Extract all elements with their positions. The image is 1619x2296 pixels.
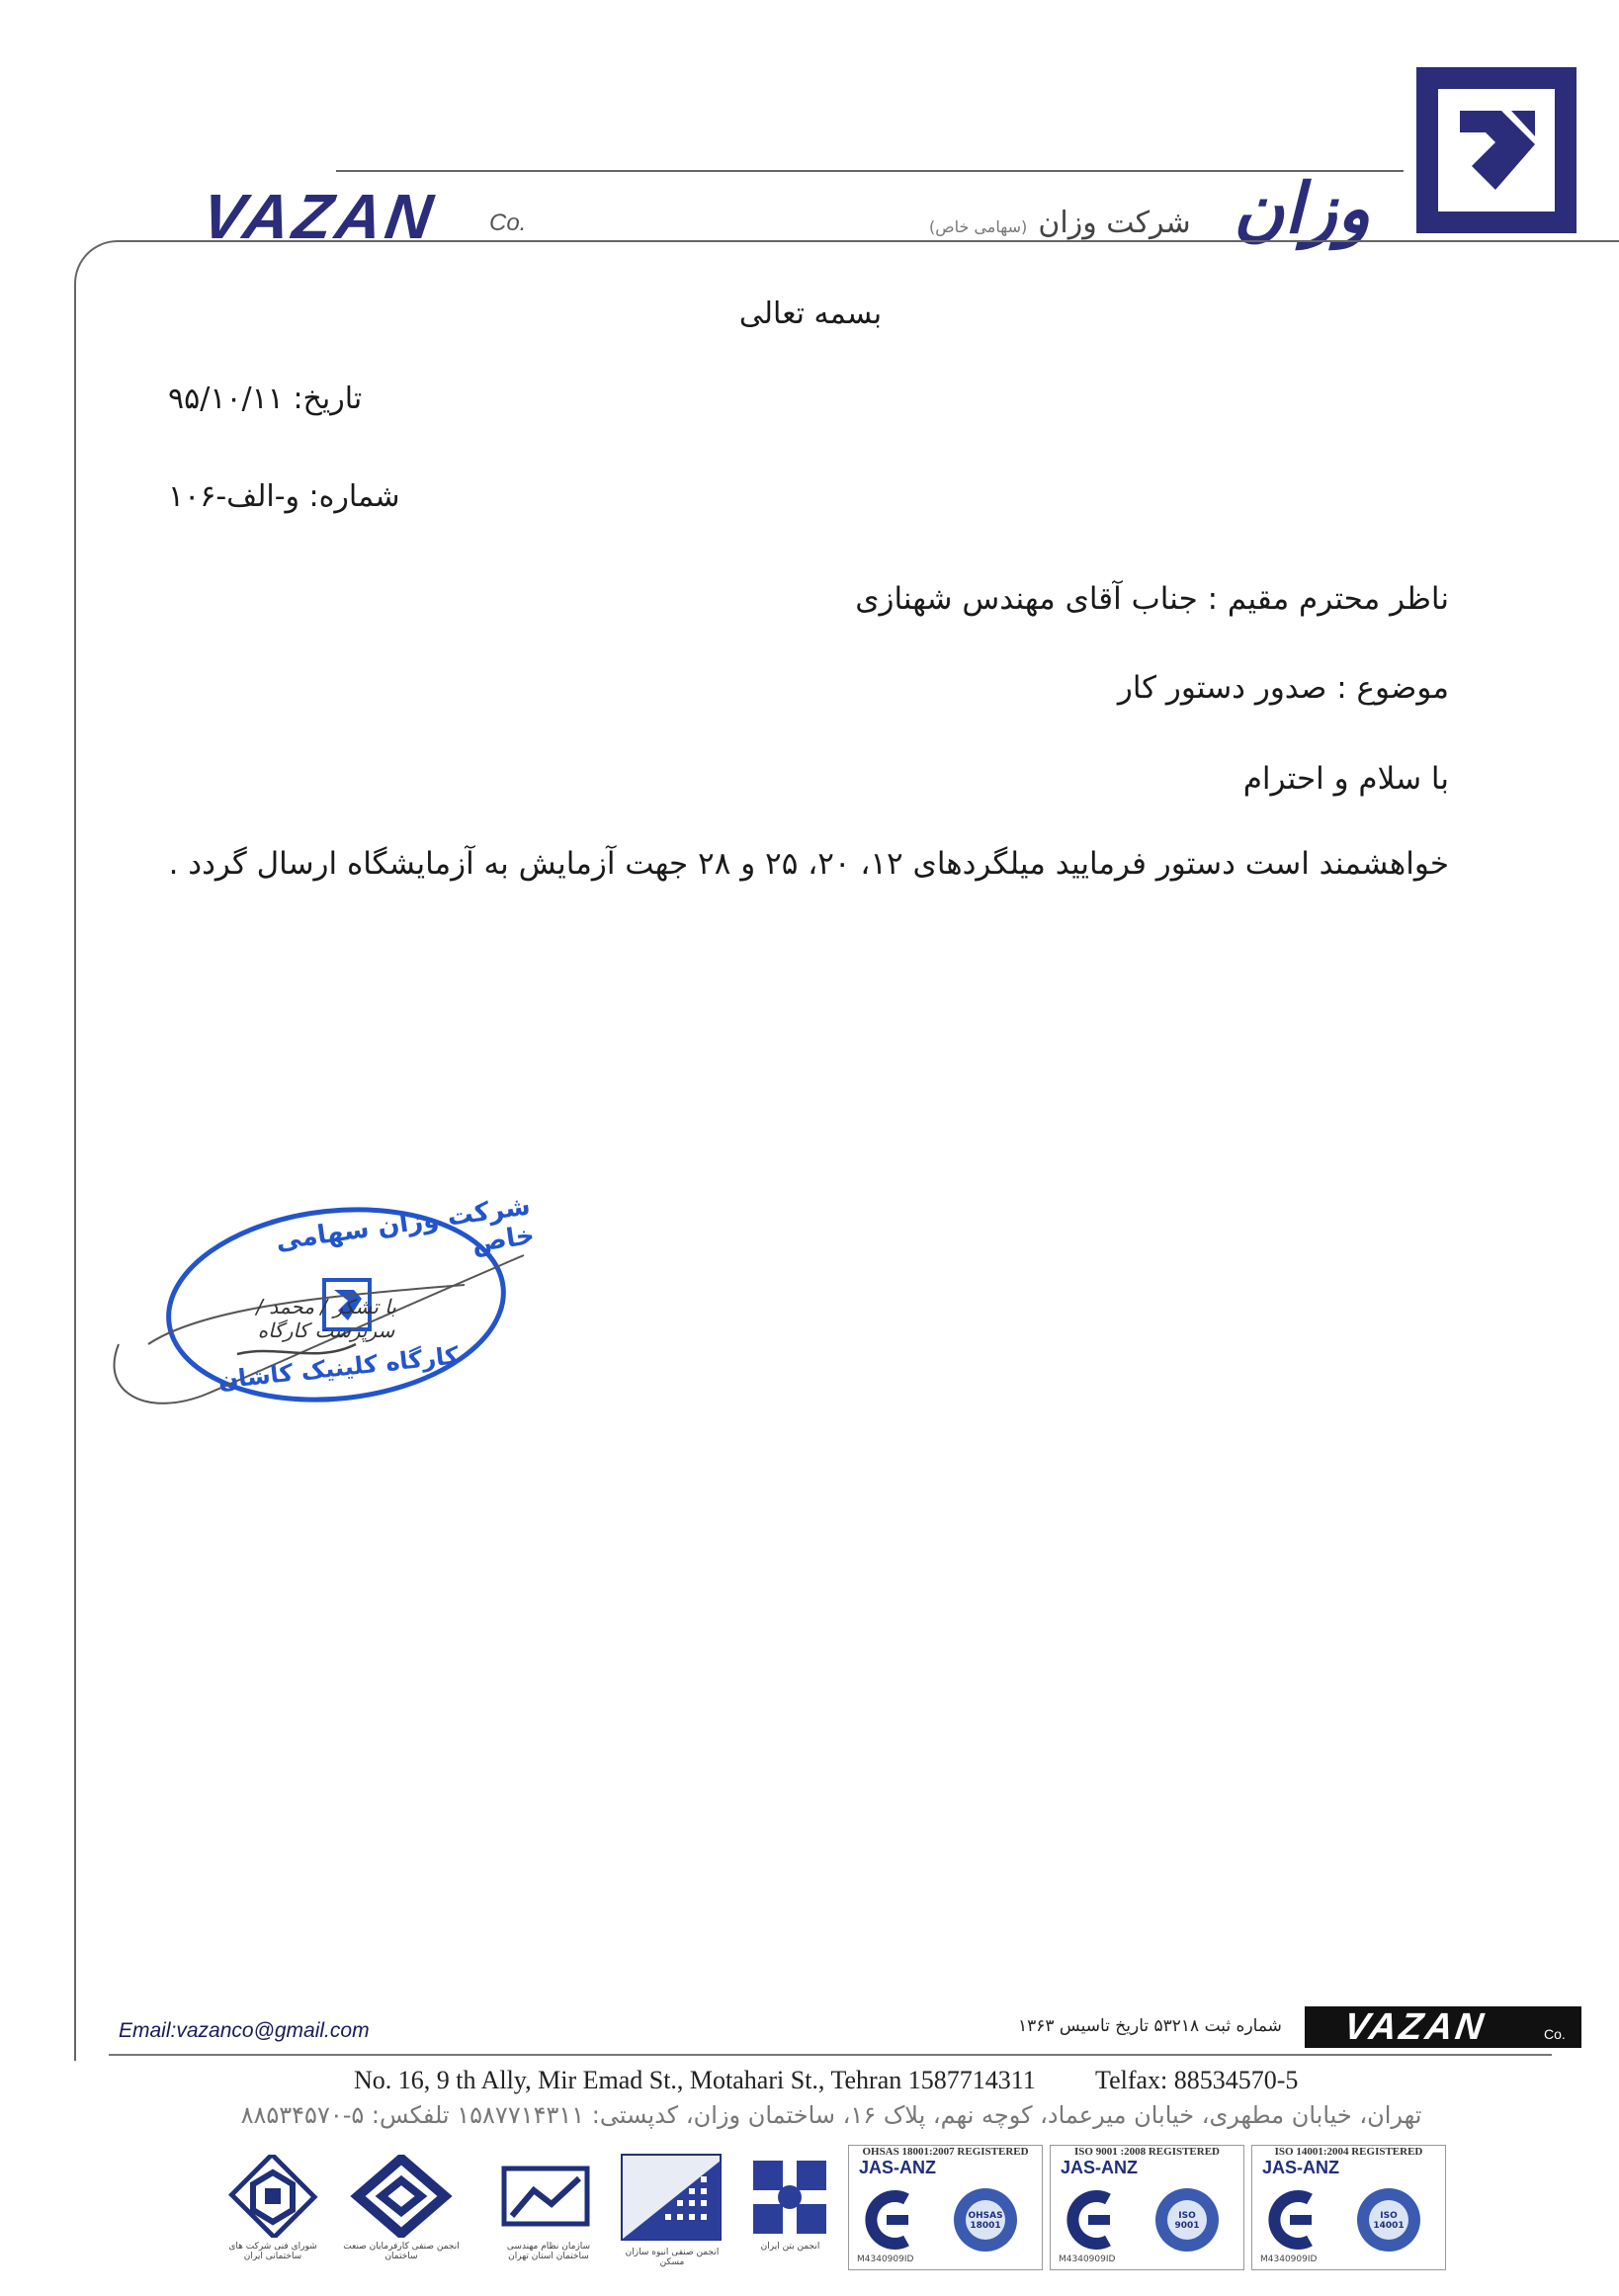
company-logo-icon	[1416, 67, 1576, 233]
membership-logo	[618, 2151, 726, 2267]
membership-logo	[342, 2155, 461, 2263]
stamp-company: شرکت وزان سهامی خاص	[274, 1191, 537, 1259]
cert-badge	[1050, 2145, 1244, 2270]
association-logo-icon	[342, 2155, 461, 2238]
cert-title: OHSAS 18001:2007 REGISTERED	[862, 2146, 1029, 2158]
letter-subject: موضوع : صدور دستور کار	[1117, 670, 1449, 706]
cert-title: ISO 9001 :2008 REGISTERED	[1073, 2146, 1220, 2158]
footer-brand: VAZAN	[1341, 2006, 1490, 2048]
brand-latin-logo: VAZAN	[197, 181, 441, 252]
company-stamp	[89, 1191, 537, 1443]
footer-brand-suffix: Co.	[1544, 2026, 1566, 2042]
membership-logo	[743, 2155, 837, 2263]
cert-code: M4340909ID	[1059, 2254, 1116, 2264]
logo-caption: انجمن بتن ایران	[760, 2242, 820, 2252]
cert-jas: JAS-ANZ	[1262, 2158, 1340, 2177]
cert-c-icon	[1260, 2185, 1438, 2254]
membership-logo	[225, 2155, 320, 2263]
letter-date: تاریخ: ۹۵/۱۰/۱۱	[168, 382, 363, 416]
stamp-workshop: کارگاه کلینیک کاشان	[216, 1341, 461, 1395]
cert-title: ISO 14001:2004 REGISTERED	[1274, 2146, 1423, 2158]
letter-body: خواهشمند است دستور فرمایید میلگردهای ۱۲، ۲۰، ۲۵ و ۲۸ جهت آزمایش به آزمایشگاه ارسال گردد .	[168, 846, 1449, 882]
cert-code: M4340909ID	[857, 2254, 914, 2264]
logo-caption: شورای فنی شرکت های ساختمانی ایران	[228, 2242, 317, 2261]
brand-fa-block	[929, 206, 1191, 240]
membership-logo	[494, 2155, 603, 2263]
footer-address-fa: تهران، خیابان مطهری، خیابان میرعماد، کوچه نهم، پلاک ۱۶، ساختمان وزان، کدپستی: ۱۵۸۷۷۱۴۳۱۱ تلفکس: ۵-۸۸۵۳۴۵۷۰	[240, 2101, 1422, 2129]
logo-caption: انجمن صنفی انبوه سازان مسکن	[625, 2248, 720, 2267]
cert-jas: JAS-ANZ	[859, 2158, 937, 2177]
footer-email: Email:vazanco@gmail.com	[119, 2019, 370, 2042]
brand-fa-name: شرکت وزان	[1038, 206, 1191, 240]
builders-logo-icon	[618, 2151, 726, 2244]
council-logo-icon	[225, 2155, 320, 2238]
cert-seal: ISO 14001	[1373, 2211, 1405, 2231]
footer-registration: شماره ثبت ۵۳۲۱۸ تاریخ تاسیس ۱۳۶۳	[1018, 2016, 1282, 2036]
footer-telfax-en: Telfax: 88534570-5	[1095, 2066, 1299, 2094]
brand-latin-suffix: Co.	[489, 210, 527, 236]
letter-greeting: با سلام و احترام	[1242, 761, 1449, 797]
engineering-org-logo-icon	[494, 2155, 603, 2238]
letter-number: شماره: و-الف-۱۰۶	[168, 479, 400, 514]
footer-divider	[109, 2054, 1552, 2056]
cert-jas: JAS-ANZ	[1061, 2158, 1139, 2177]
stamp-handwriting: با تشکر / محمد / سرپرست کارگاه	[256, 1295, 396, 1342]
concrete-association-logo-icon	[743, 2155, 837, 2238]
letter-recipient: ناظر محترم مقیم : جناب آقای مهندس شهنازی	[855, 581, 1449, 617]
cert-code: M4340909ID	[1260, 2254, 1318, 2264]
cert-seal: ISO 9001	[1174, 2211, 1200, 2231]
cert-c-icon	[1059, 2185, 1236, 2254]
logo-caption: سازمان نظام مهندسی ساختمان استان تهران	[506, 2242, 591, 2261]
cert-badge	[848, 2145, 1043, 2270]
basmala: بسمه تعالی	[738, 297, 883, 331]
footer-address-en: No. 16, 9 th Ally, Mir Emad St., Motahari St., Tehran 1587714311	[354, 2066, 1036, 2094]
cert-badge	[1251, 2145, 1446, 2270]
brand-fa-logo: وزان	[1234, 168, 1371, 249]
cert-seal: OHSAS 18001	[968, 2211, 1003, 2231]
logo-caption: انجمن صنفی کارفرمایان صنعت ساختمان	[343, 2242, 460, 2261]
cert-c-icon	[857, 2185, 1035, 2254]
brand-fa-sub: (سهامی خاص)	[929, 217, 1028, 236]
